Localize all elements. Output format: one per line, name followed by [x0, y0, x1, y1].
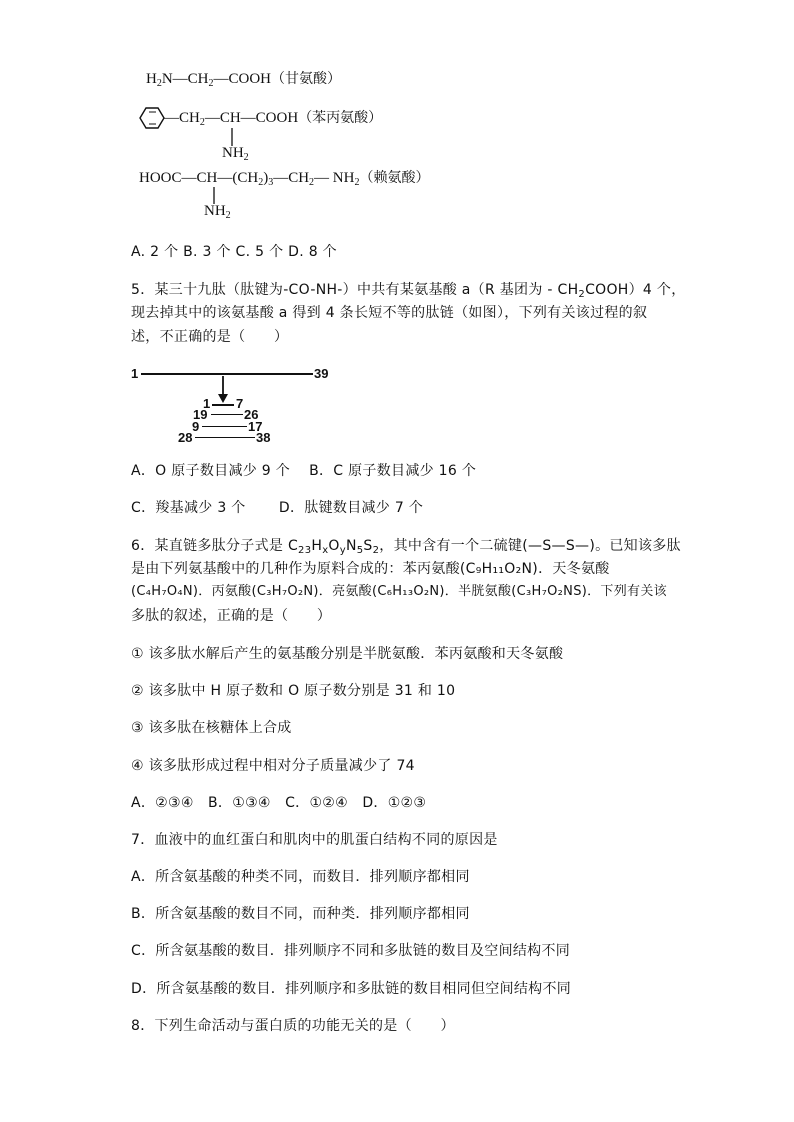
q7-option-d: D．所含氨基酸的数目．排列顺序和多肽链的数目相同但空间结构不同	[131, 981, 572, 997]
q8-stem: 8．下列生命活动与蛋白质的功能无关的是（ ）	[131, 1018, 455, 1034]
q7-option-b: B．所含氨基酸的数目不同，而种类．排列顺序都相同	[131, 906, 470, 922]
fragment4-right: 38	[256, 430, 271, 445]
fragment3-line	[202, 426, 247, 427]
chain-start-label: 1	[131, 366, 139, 381]
q5-options-cd: C．羧基减少 3 个 D．肽键数目减少 7 个	[131, 500, 424, 516]
chain-end-label: 39	[314, 366, 329, 381]
q4-options: A. 2 个 B. 3 个 C. 5 个 D. 8 个	[131, 244, 337, 260]
fragment4-line	[195, 437, 255, 438]
q5-stem-line3: 述，不正确的是（ ）	[131, 329, 289, 345]
q6-stem-line4: 多肽的叙述，正确的是（ ）	[131, 608, 332, 624]
fragment2-right: 26	[244, 407, 259, 422]
phenylalanine-name: （苯丙氨酸）	[298, 110, 383, 126]
q7-option-a: A．所含氨基酸的种类不同，而数目．排列顺序都相同	[131, 869, 470, 885]
fragment1-left: 1	[203, 396, 211, 411]
q5-stem-line1: 5．某三十九肽（肽键为-CO-NH-）中共有某氨基酸 a（R 基团为 - $CH_2COOH)4$ 个，	[131, 282, 686, 300]
q6-statement-1: ① 该多肽水解后产生的氨基酸分别是半胱氨酸．苯丙氨酸和天冬氨酸	[131, 646, 564, 662]
q6-options: A．②③④ B．①③④ C．①②④ D．①②③	[131, 795, 427, 811]
q6-statement-3: ③ 该多肽在核糖体上合成	[131, 720, 292, 736]
q6-statement-2: ② 该多肽中 H 原子数和 O 原子数分别是 31 和 10	[131, 683, 456, 699]
q7-stem: 7．血液中的血红蛋白和肌肉中的肌蛋白结构不同的原因是	[131, 832, 498, 848]
q7-option-c: C．所含氨基酸的数目．排列顺序不同和多肽链的数目及空间结构不同	[131, 943, 571, 959]
q6-stem-line2: 是由下列氨基酸中的几种作为原料合成的：苯丙氨酸(C₉H₁₁O₂N)．天冬氨酸	[131, 561, 610, 577]
q6-statement-4: ④ 该多肽形成过程中相对分子质量减少了 74	[131, 758, 415, 774]
q6-stem-line1: 6．某直链多肽分子式是 $C_{23}H_xO_yN_5S_2$，其中含有一个二硫键(—S—S—)。已知该多肽	[131, 538, 681, 556]
glycine-formula: $H_2N—CH_2—COOH$（甘氨酸）	[146, 71, 342, 89]
fragment2-line	[211, 414, 243, 415]
glycine-name: （甘氨酸）	[271, 71, 342, 87]
phenylalanine-formula: $—CH_2—CH—COOH$（苯丙氨酸）	[164, 110, 383, 128]
fragment3-left: 9	[192, 419, 200, 434]
q5-options-ab: A．O 原子数目减少 9 个 B．C 原子数目减少 16 个	[131, 463, 477, 479]
fragment3-right: 17	[248, 419, 263, 434]
lysine-name: （赖氨酸）	[359, 170, 430, 186]
fragment1-right: 7	[236, 396, 244, 411]
q6-stem-line3: (C₄H₇O₄N)．丙氨酸(C₃H₇O₂N)．亮氨酸(C₆H₁₃O₂N)．半胱氨酸(C₃H₇O₂NS)．下列有关该	[131, 584, 667, 599]
q5-stem-line2: 现去掉其中的该氨基酸 a 得到 4 条长短不等的肽链（如图），下列有关该过程的叙	[131, 305, 648, 321]
lysine-formula: $HOOC—CH—(CH_2)_3—CH_2—$ $NH_2$（赖氨酸）	[139, 170, 430, 188]
fragment1-line	[212, 404, 234, 406]
phenylalanine-nh2: $NH_2$	[222, 145, 249, 163]
fragment4-left: 28	[178, 430, 193, 445]
fragment2-left: 19	[193, 407, 208, 422]
lysine-nh2: $NH_2$	[204, 203, 231, 221]
